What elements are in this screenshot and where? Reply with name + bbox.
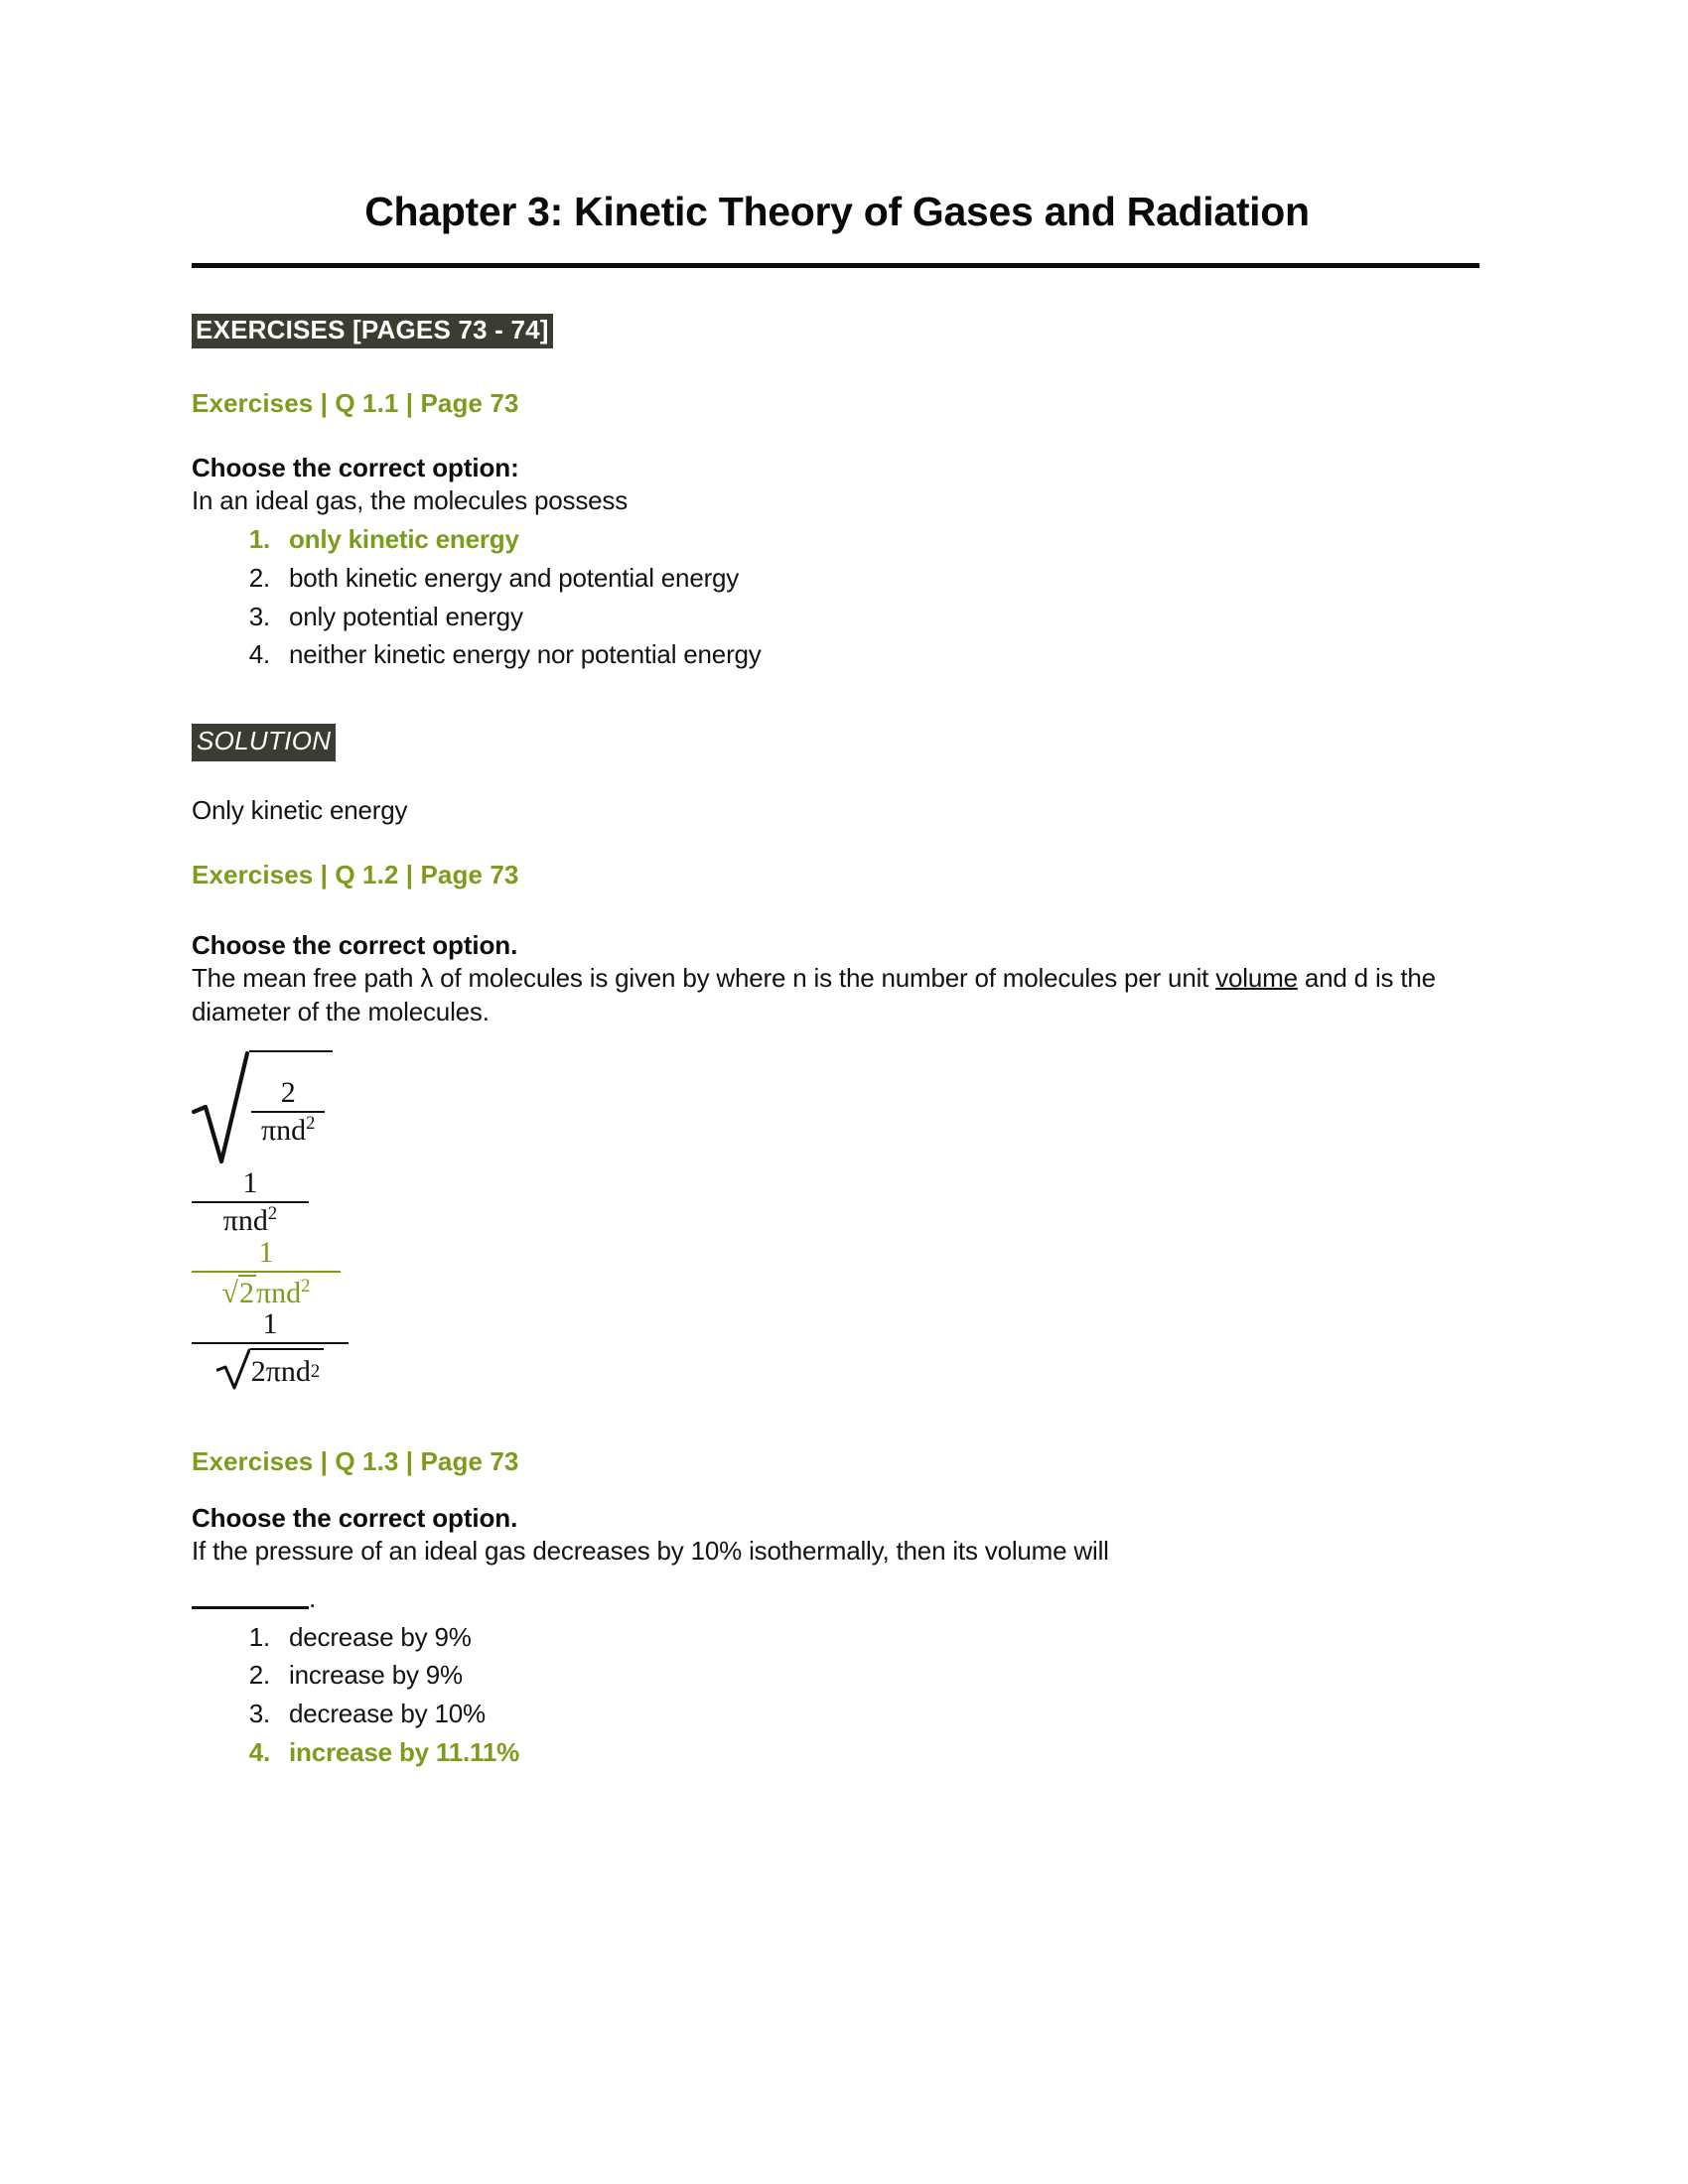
fraction-denominator: πnd$^2$ [222, 1202, 278, 1237]
exercises-banner: EXERCISES [PAGES 73 - 74] [192, 314, 553, 348]
option-item[interactable] [277, 1620, 1482, 1656]
question-text-underlined: volume [1215, 962, 1298, 993]
fraction [192, 1237, 341, 1309]
radical-icon: √ 2 [221, 1276, 254, 1309]
fraction-numerator: 1 [258, 1235, 274, 1269]
formula-option-1[interactable] [192, 1050, 1482, 1167]
solution-text-q1-1: Only kinetic energy [192, 794, 408, 825]
formula-option-4[interactable] [192, 1308, 1482, 1399]
radical-icon: 2πnd 2 [216, 1348, 324, 1392]
option-label: increase by 11.11% [289, 1737, 520, 1768]
page-title: Chapter 3: Kinetic Theory of Gases and Radiation [364, 189, 1310, 234]
fraction-denominator: πnd$^2$ [261, 1112, 316, 1147]
option-label: only potential energy [289, 601, 523, 631]
question-meta-q1-3: Exercises | Q 1.3 | Page 73 [192, 1445, 519, 1476]
page-content [192, 0, 1482, 1774]
question-instruction-q1-1: Choose the correct option: [192, 453, 519, 483]
option-label: both kinetic energy and potential energy [289, 562, 740, 593]
question-instruction-q1-3: Choose the correct option. [192, 1502, 518, 1533]
blank-suffix: . [309, 1583, 317, 1614]
fraction-numerator: 1 [262, 1307, 278, 1341]
fraction [192, 1308, 349, 1399]
question-text-part2: and d is the diameter of the molecules. [192, 962, 1436, 1026]
option-item[interactable] [277, 1697, 1482, 1732]
question-meta-q1-1: Exercises | Q 1.1 | Page 73 [192, 388, 519, 419]
fraction-numerator: 2 [280, 1075, 296, 1109]
option-label: decrease by 10% [289, 1699, 486, 1729]
option-item[interactable] [277, 637, 1482, 673]
formula-option-list-q1-2 [192, 1050, 1482, 1399]
fraction [251, 1077, 325, 1147]
question-text-part1: The mean free path λ of molecules is given by where n is the number of molecules per unit [192, 962, 1216, 993]
question-blank-q1-3 [192, 1581, 1482, 1615]
fraction-denominator [207, 1344, 334, 1399]
question-instruction-q1-2: Choose the correct option. [192, 929, 518, 960]
question-meta-q1-2: Exercises | Q 1.2 | Page 73 [192, 859, 519, 889]
option-label: decrease by 9% [289, 1621, 472, 1652]
question-text-q1-2 [192, 961, 1482, 1029]
option-label: only kinetic energy [289, 523, 519, 554]
blank-underline [192, 1586, 309, 1609]
radical-icon [192, 1050, 333, 1167]
fraction-numerator: 1 [242, 1166, 258, 1200]
option-list-q1-1 [192, 522, 1482, 674]
question-text-q1-1: In an ideal gas, the molecules possess [192, 485, 628, 516]
option-label: increase by 9% [289, 1660, 463, 1691]
option-list-q1-3 [192, 1620, 1482, 1772]
option-label: neither kinetic energy nor potential energy [289, 639, 762, 670]
option-item[interactable] [277, 561, 1482, 597]
exponent: 2 [306, 1112, 316, 1134]
formula-option-2[interactable] [192, 1167, 1482, 1237]
exponent: 2 [301, 1275, 311, 1297]
solution-badge-q1-1: SOLUTION [192, 724, 336, 760]
fraction [192, 1167, 309, 1237]
formula-option-3[interactable] [192, 1237, 1482, 1309]
option-item[interactable] [277, 1658, 1482, 1694]
exponent: 2 [267, 1202, 278, 1224]
fraction-denominator: √ 2 πnd$^2$ [221, 1275, 311, 1309]
question-text-q1-3: If the pressure of an ideal gas decreases by 10% isothermally, then its volume will [192, 1535, 1109, 1566]
option-item[interactable] [277, 522, 1482, 558]
option-item[interactable] [277, 1735, 1482, 1771]
option-item[interactable] [277, 600, 1482, 635]
